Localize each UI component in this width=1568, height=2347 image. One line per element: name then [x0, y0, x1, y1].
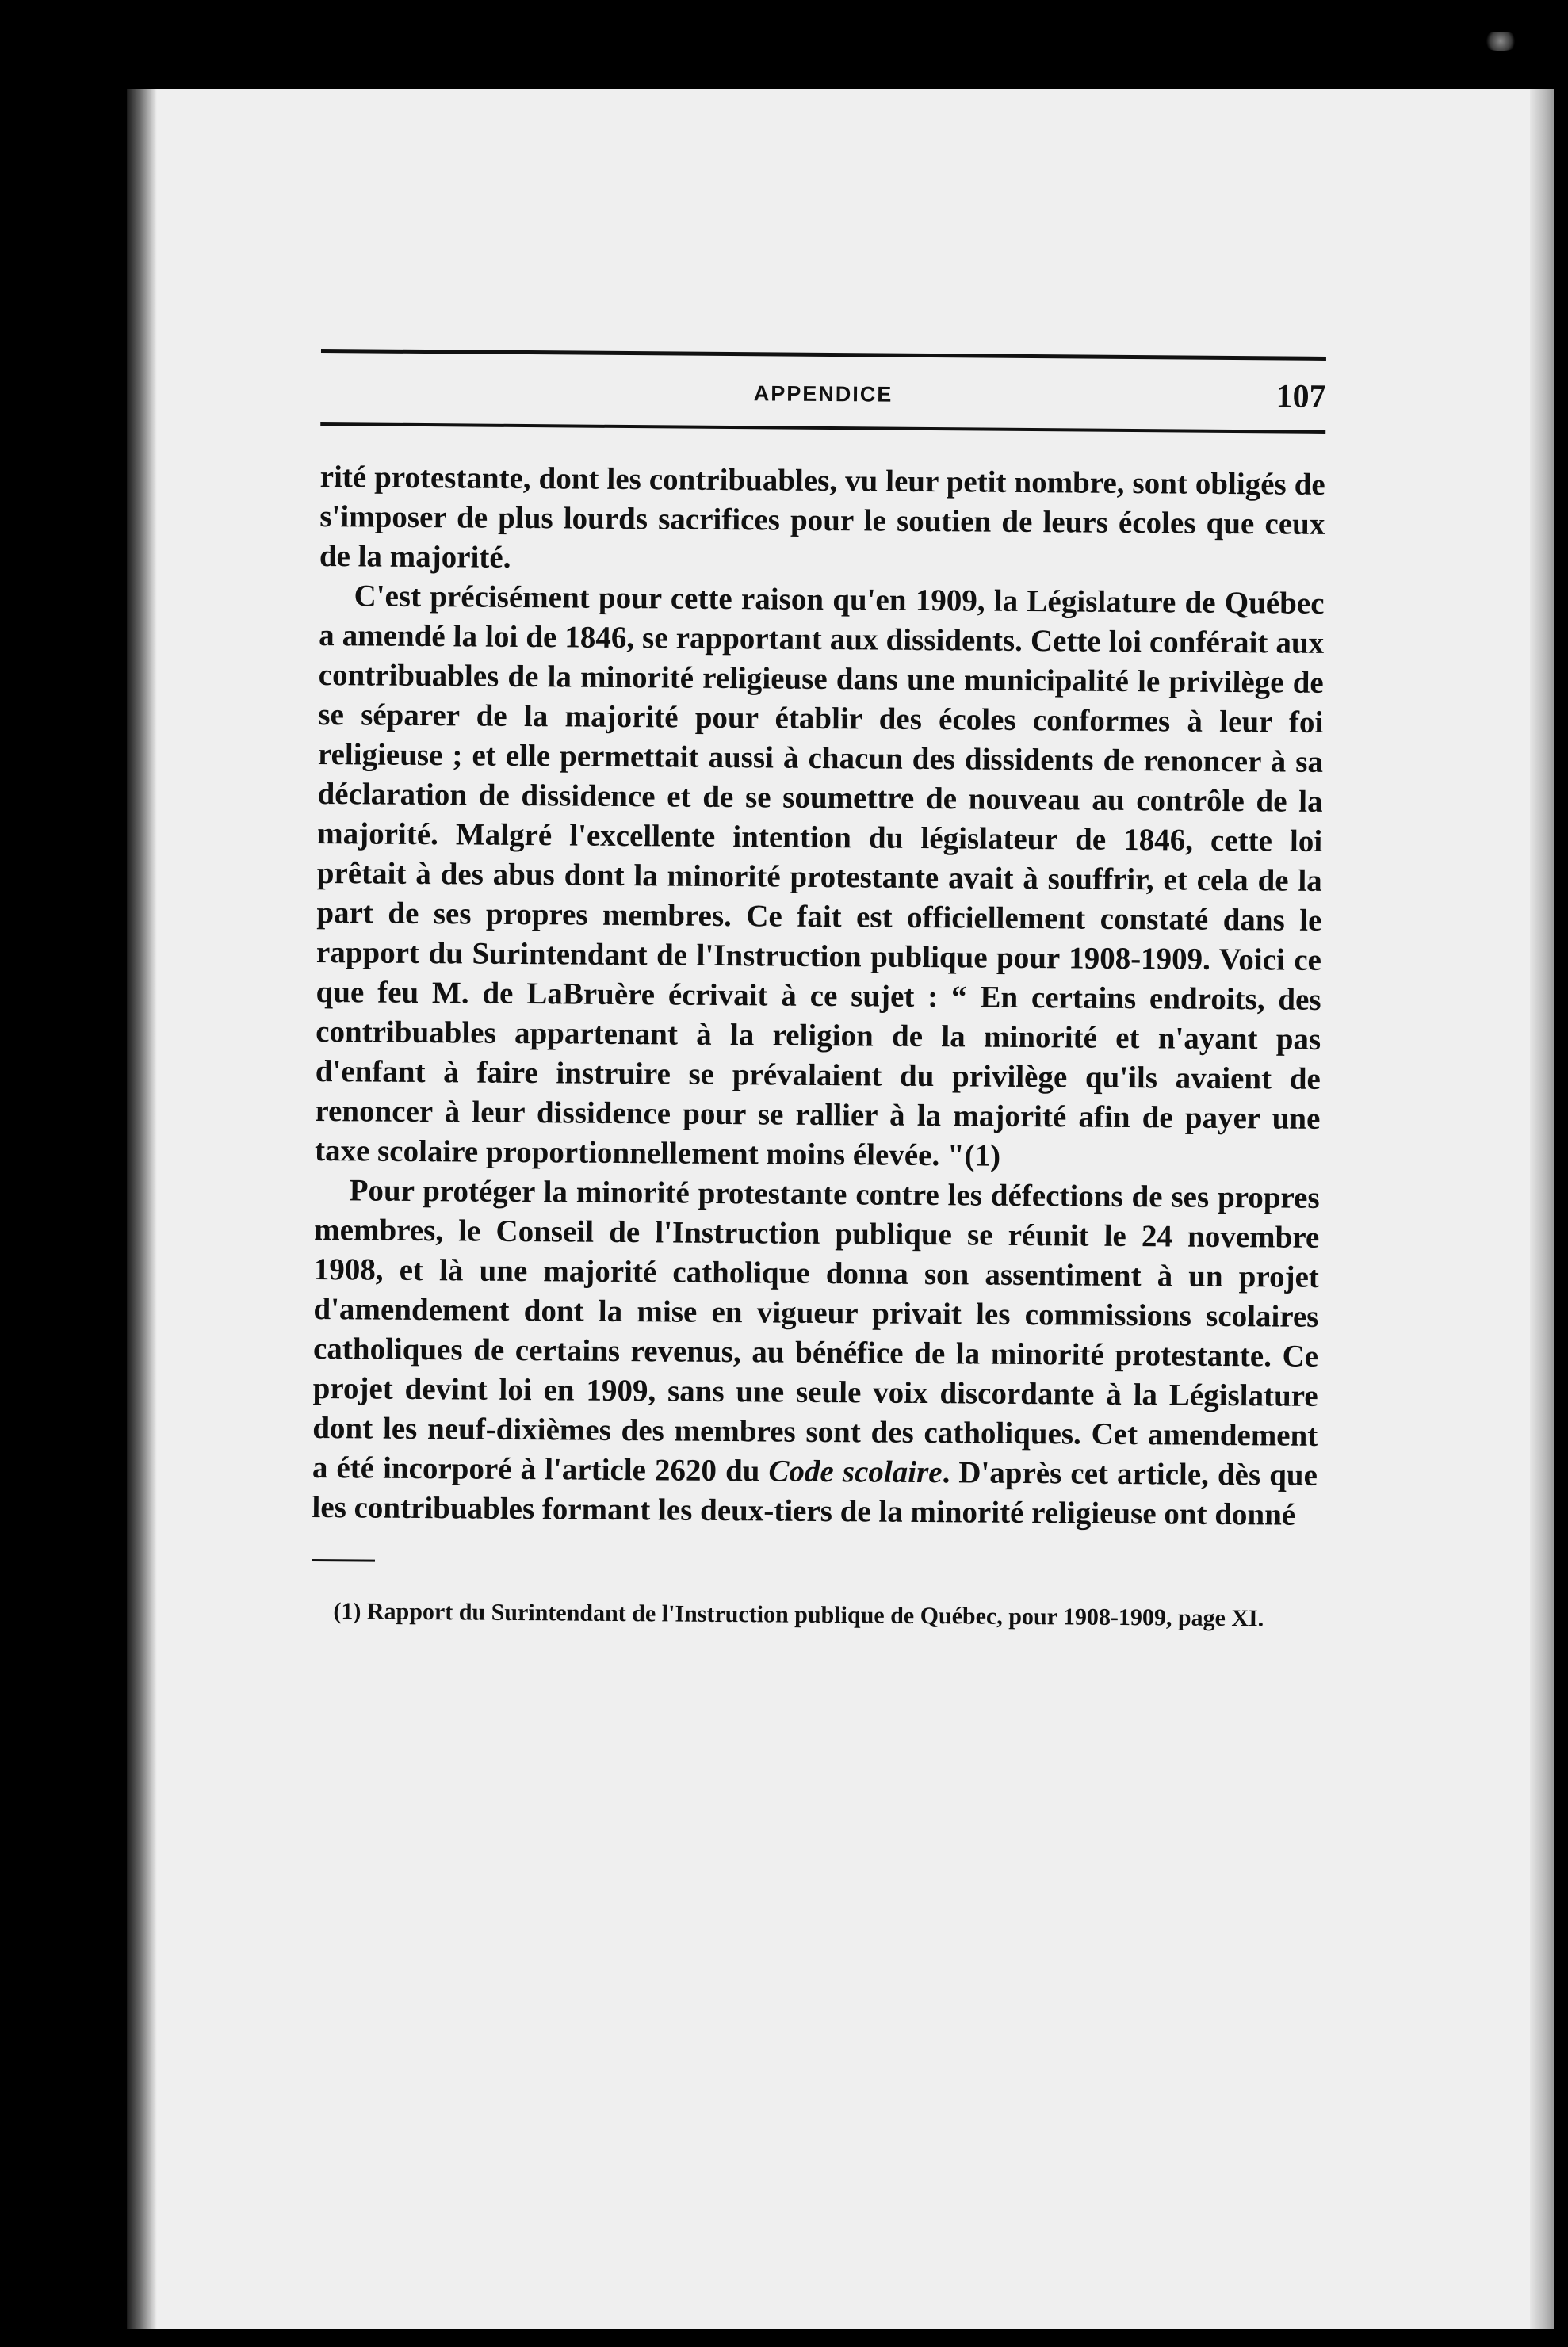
page-gutter-shadow — [127, 89, 157, 2329]
running-head: APPENDICE — [753, 381, 893, 407]
paragraph-3-after-italic: . D'après cet article, dès que les contribuables formant les deux-tiers de la minorité religieuse ont donné — [312, 1455, 1318, 1532]
paragraph-3-text: Pour protéger la minorité protestante contre les défections de ses propres membres, le Conseil de l'Instruction publique se réunit le 24 novembre 1908, et là une majorité catholique donna son assentiment à un projet d'amendement dont la mise en vigueur privait les commissions scolaires catholiques de certains revenus, au bénéfice de la minorité protestante. Ce projet devint loi en 1909, sans une seule voix discordante à la Législature dont les neuf-dixièmes des membres sont des catholiques. Cet amendement a été incorporé à l'article 2620 — [312, 1173, 1320, 1488]
paragraph-2: C'est précisément pour cette raison qu'en 1909, la Législature de Québec a amendé la loi de 1846, se rapportant aux dissidents. Cette loi conférait aux contribuables de la minorité religieuse dans une municipalité le privilège de se séparer de la majorité pour établir des écoles conformes à leur foi religieuse ; et elle permettait aussi à chacun des dissidents de renoncer à sa déclaration de dissidence et de se soumettre de nouveau au contrôle de la majorité. Malgré l'excellente intention du législateur de 1846, cette loi prêtait à des abus dont la minorité protestante avait à souffrir, et cela de la part de ses propres membres. Ce fait est officiellement constaté dans le rapport du Surintendant de l'Instruction publique pour 1908-1909. Voici ce que feu M. de LaBruère écrivait à ce sujet : “ En certains endroits, des contribuables appartenant à la religion de la minorité et n'ayant pas d'enfant à faire instruire se prévalaient du privilège qu'ils avaient de renoncer à leur dissidence pour se rallier à la majorité afin de payer une taxe scolaire proportionnellement moins élevée. "(1) — [314, 579, 1325, 1173]
paragraph-1: rité protestante, dont les contribuables, vu leur petit nombre, sont obligés de s'imposer de plus lourds sacrifices pour le soutien de leurs écoles que ceux de la majorité. — [319, 459, 1325, 575]
page-header — [320, 375, 1325, 426]
body-text — [312, 457, 1325, 1535]
page-content — [311, 349, 1326, 1634]
page-number: 107 — [1275, 378, 1326, 415]
footnote: (1) Rapport du Surintendant de l'Instruction publique de Québec, pour 1908-1909, page XI. — [333, 1598, 1264, 1632]
footnote-rule — [312, 1559, 375, 1562]
page-edge-shadow — [1530, 89, 1554, 2329]
paragraph-3-before-italic: du — [716, 1453, 769, 1489]
code-scolaire-title: Code scolaire — [768, 1454, 943, 1490]
paragraph-3 — [312, 1171, 1319, 1535]
scan-artifact-speck — [1484, 32, 1517, 51]
